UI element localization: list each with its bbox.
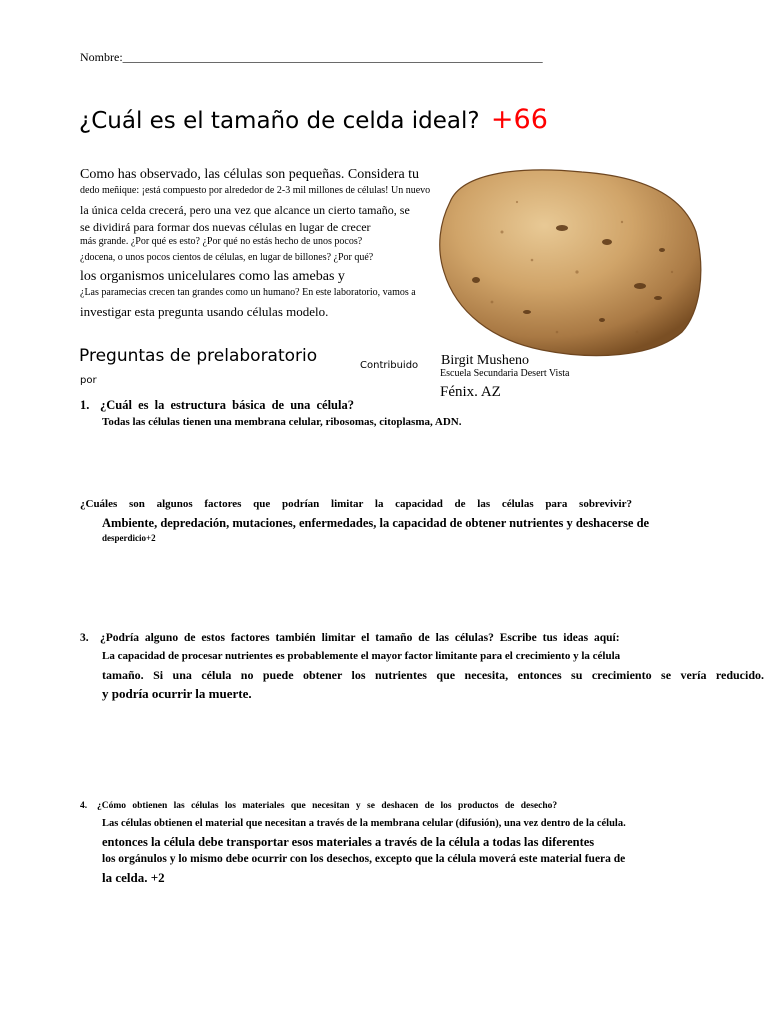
intro-line: dedo meñique: ¡está compuesto por alrededor de 2-3 mil millones de células! Un nuevo [80,185,431,196]
answer-3-end: y podría ocurrir la muerte. [102,686,252,701]
intro-line: se dividirá para formar dos nuevas células en lugar de crecer [80,220,371,234]
answer-4-line4: la celda. +2 [102,870,165,885]
answer-3-cont: tamaño. Si una célula no puede obtener los nutrientes que necesita, entonces su crecimiento se vería reducido. [102,668,764,682]
question-text: ¿Cuál es la estructura básica de una célula? [100,398,354,412]
answer-1: Todas las células tienen una membrana celular, ribosomas, citoplasma, ADN. [102,416,462,428]
page-title [79,104,548,135]
name-label: Nombre: [80,50,123,64]
answer-2-cont: desperdicio+2 [102,533,156,543]
potato-image [432,162,704,362]
question-text: ¿Cómo obtienen las células los materiales que necesitan y se deshacen de los productos de desecho? [97,801,558,811]
intro-line: los organismos unicelulares como las amebas y [80,269,345,284]
name-field-row [80,50,543,65]
answer-3: La capacidad de procesar nutrientes es probablemente el mayor factor limitante para el crecimiento y la célula [102,650,621,662]
answer-4-line3: los orgánulos y lo mismo debe ocurrir con los desechos, excepto que la célula moverá este material fuera de [102,853,626,865]
intro-line: la única celda crecerá, pero una vez que alcance un cierto tamaño, se [80,203,410,217]
section-heading: Preguntas de prelaboratorio [79,346,318,366]
title-text: ¿Cuál es el tamaño de celda ideal? [79,108,480,134]
por-label: por [80,375,97,386]
question-1 [80,398,354,413]
intro-line: más grande. ¿Por qué es esto? ¿Por qué no estás hecho de unos pocos? [80,236,363,247]
question-text: ¿Podría alguno de estos factores también limitar el tamaño de las células? Escribe tus ideas aquí: [100,632,620,644]
answer-2: Ambiente, depredación, mutaciones, enfermedades, la capacidad de obtener nutrientes y deshacerse de [102,516,650,530]
score-badge: +66 [490,104,548,135]
intro-line: investigar esta pregunta usando células modelo. [80,304,329,319]
question-4 [80,801,557,811]
intro-line: Como has observado, las células son pequeñas. Considera tu [80,167,420,182]
question-2: ¿Cuáles son algunos factores que podrían limitar la capacidad de las células para sobrevivir? [80,498,632,510]
potato-body [440,170,701,356]
question-number: 1. [80,398,90,412]
question-3 [80,632,696,644]
city-name: Fénix. AZ [440,384,501,400]
answer-4-line2: entonces la célula debe transportar esos materiales a través de la célula a todas las diferentes [102,835,595,849]
question-number: 3. [80,632,89,644]
school-name: Escuela Secundaria Desert Vista [440,368,570,379]
answer-4: Las células obtienen el material que necesitan a través de la membrana celular (difusión), una vez dentro de la célula. [102,818,626,829]
intro-line: ¿docena, o unos pocos cientos de células, en lugar de billones? ¿Por qué? [80,252,374,263]
contributed-label: Contribuido [360,360,419,371]
question-number: 4. [80,801,88,811]
intro-line: ¿Las paramecias crecen tan grandes como un humano? En este laboratorio, vamos a [80,287,416,298]
name-blank-line[interactable]: ______________________________________________________________________ [122,50,543,64]
author-name: Birgit Musheno [441,353,530,368]
